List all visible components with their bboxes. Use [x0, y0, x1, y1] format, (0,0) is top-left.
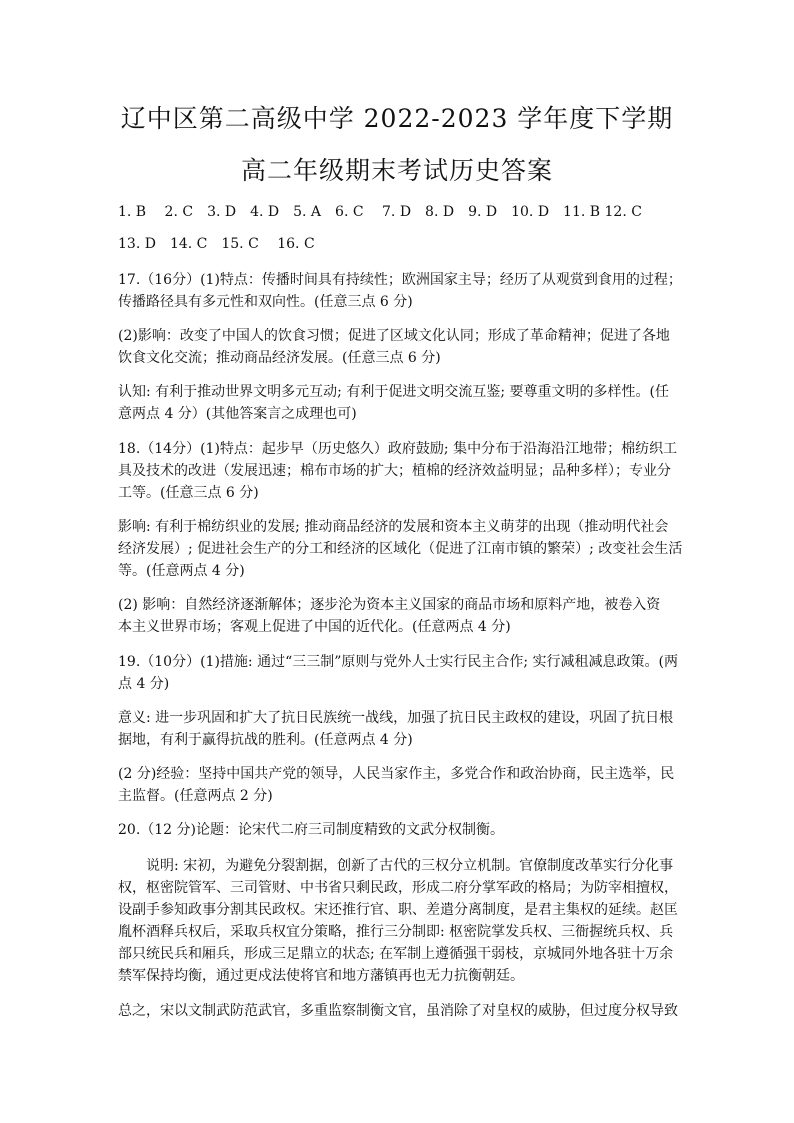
text-line: 总之，宋以文制武防范武官，多重监察制衡文官，虽消除了对皇权的威胁，但过度分权导致 — [118, 1003, 678, 1019]
text-line: 点 4 分) — [118, 676, 170, 692]
text-line: 权，枢密院管军、三司管财、中书省只剩民政，形成二府分掌军政的格局；为防宰相擅权， — [118, 880, 678, 896]
text-line: 据地，有利于赢得抗战的胜利。(任意两点 4 分) — [118, 732, 413, 748]
text-line: 17.（16分）(1)特点：传播时间具有持续性；欧洲国家主导；经历了从观赏到食用的过程； — [118, 272, 682, 288]
text-line: 18.（14分）(1)特点：起步早（历史悠久）政府鼓励; 集中分布于沿海沿江地带；棉纺织工 — [118, 441, 678, 457]
text-line: 20.（12 分)论题：论宋代二府三司制度精致的文武分权制衡。 — [118, 822, 504, 838]
text-line: 具及技术的改进（发展迅速；棉布市场的扩大；植棉的经济效益明显；品种多样）；专业分 — [118, 463, 671, 479]
text-line: (2)影响：改变了中国人的饮食习惯；促进了区域文化认同；形成了革命精神；促进了各地 — [118, 328, 670, 344]
text-line: 等。(任意两点 4 分) — [118, 563, 245, 579]
text-line: 设副手参知政事分割其民政权。宋还推行官、职、差遣分离制度，是君主集权的延续。赵匡 — [118, 902, 678, 918]
text-line: 饮食文化交流；推动商品经济发展。(任意三点 6 分) — [118, 350, 441, 366]
text-line: 认知: 有利于推动世界文明多元互动; 有利于促进文明交流互鉴; 要尊重文明的多样性。(任 — [118, 384, 669, 400]
text-line: 意两点 4 分）(其他答案言之成理也可) — [118, 406, 357, 422]
text-line: (2) 影响：自然经济逐渐解体；逐步沦为资本主义国家的商品市场和原料产地，被卷入资 — [118, 597, 661, 613]
text-line: 主监督。(任意两点 2 分) — [118, 788, 273, 804]
text-line: 本主义世界市场；客观上促进了中国的近代化。(任意两点 4 分) — [118, 619, 511, 635]
text-line: 传播路径具有多元性和双向性。(任意三点 6 分) — [118, 294, 413, 310]
text-line: 19.（10分）(1)措施: 通过“三三制”原则与党外人士实行民主合作; 实行减租减息政策。(两 — [118, 654, 679, 670]
text-line: 经济发展）; 促进社会生产的分工和经济的区域化（促进了江南市镇的繁荣）; 改变社会生活 — [118, 541, 683, 557]
text-line: 胤杯酒释兵权后，采取兵权宜分策略，推行三分制即: 枢密院掌发兵权、三衙握统兵权、兵 — [118, 924, 674, 940]
text-line: 意义: 进一步巩固和扩大了抗日民族统一战线，加强了抗日民主政权的建设，巩固了抗日根 — [118, 710, 674, 726]
document-title-line-2: 高二年级期末考试历史答案 — [240, 156, 553, 185]
text-line: 禁军保持均衡，通过更戍法使将官和地方藩镇再也无力抗衡朝廷。 — [118, 968, 524, 984]
text-line: 影响: 有利于棉纺织业的发展; 推动商品经济的发展和资本主义萌芽的出现（推动明代社会 — [118, 519, 669, 535]
text-line: 部只统民兵和厢兵，形成三足鼎立的状态; 在军制上遵循强干弱枝，京城同外地各驻十万余 — [118, 946, 674, 962]
text-line: 1. B 2. C 3. D 4. D 5. A 6. C 7. D 8. D 9. D 10. D 11. B 12. C — [118, 204, 642, 220]
document-title-line-1: 辽中区第二高级中学 2022-2023 学年度下学期 — [120, 104, 674, 133]
text-line: 13. D 14. C 15. C 16. C — [118, 236, 315, 252]
text-line: 说明: 宋初，为避免分裂割据，创新了古代的三权分立机制。官僚制度改革实行分化事 — [118, 858, 674, 874]
text-line: (2 分)经验：坚持中国共产党的领导，人民当家作主，多党合作和政治协商，民主选举，民 — [118, 766, 675, 782]
text-line: 工等。(任意三点 6 分) — [118, 485, 259, 501]
